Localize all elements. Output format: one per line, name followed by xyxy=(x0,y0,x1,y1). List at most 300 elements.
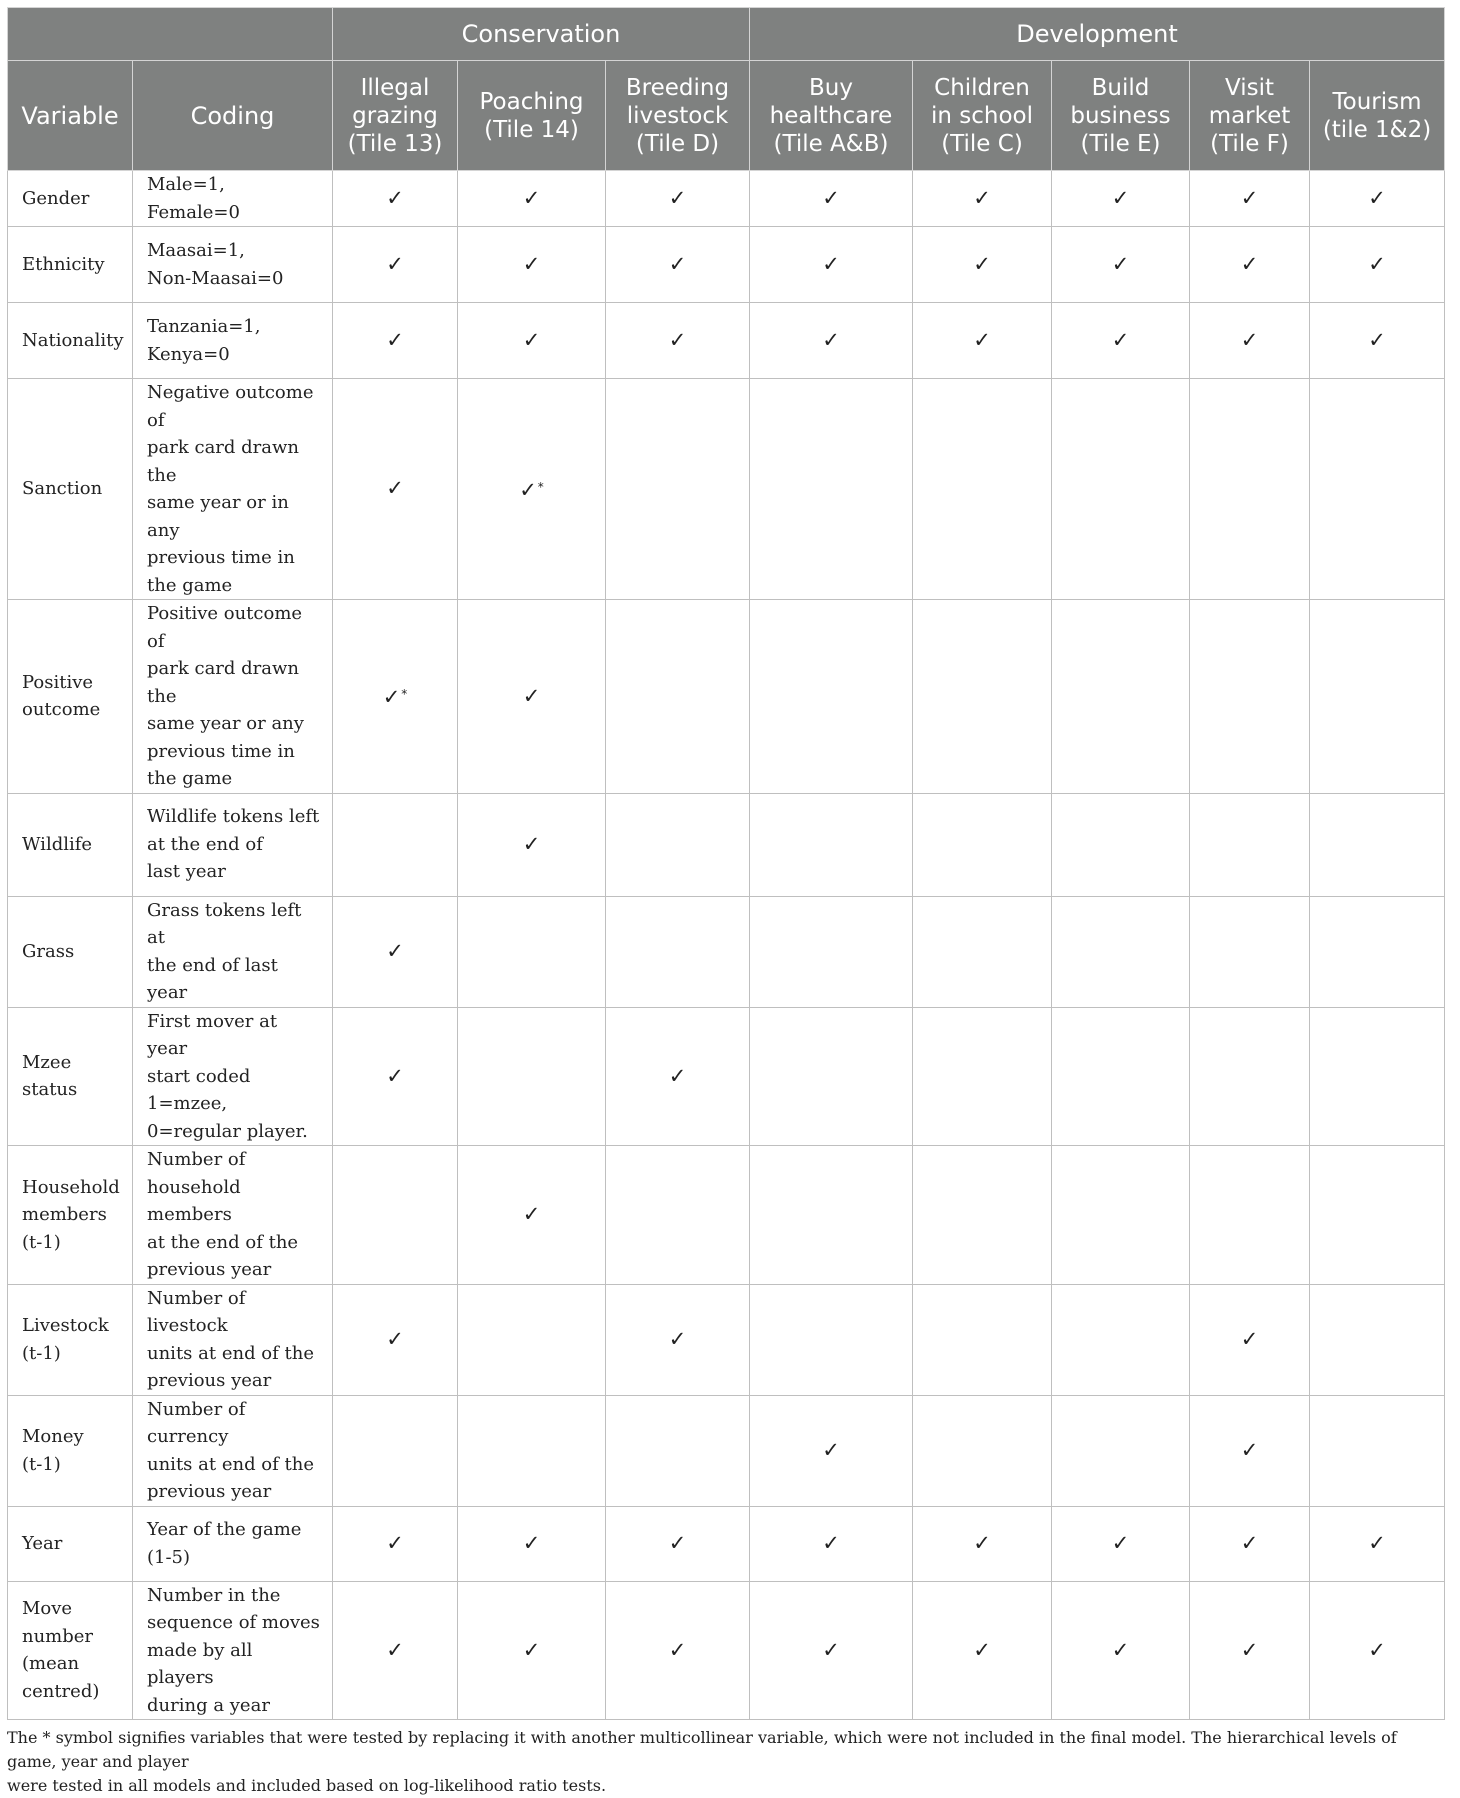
table-container xyxy=(7,7,1444,1798)
group-header-conservation: Conservation xyxy=(333,8,750,61)
coding-line: the game xyxy=(147,574,233,596)
checkmark-icon: ✓ xyxy=(822,1437,840,1462)
check-cell xyxy=(913,600,1052,794)
column-header-line: Illegal xyxy=(360,74,430,101)
check-cell xyxy=(913,1007,1052,1146)
checkmark-icon: ✓ xyxy=(1111,185,1130,210)
table-row xyxy=(8,896,1445,1007)
coding-line: previous year xyxy=(147,1481,272,1502)
check-cell xyxy=(1310,600,1445,794)
coding-line: park card drawn the xyxy=(147,658,300,707)
check-cell xyxy=(458,379,606,600)
checkmark-icon: ✓ xyxy=(973,251,991,276)
column-header-illegal-grazing xyxy=(333,61,458,171)
coding-line: the end of last year xyxy=(147,954,278,1003)
column-header-line: Children xyxy=(934,74,1030,101)
coding-cell xyxy=(133,1007,333,1146)
column-header-line: (Tile A&B) xyxy=(773,130,889,157)
check-cell xyxy=(458,1284,606,1395)
checkmark-icon: ✓ xyxy=(522,251,541,276)
check-cell xyxy=(913,896,1052,1007)
coding-line: made by all players xyxy=(147,1639,253,1688)
column-header-line: grazing xyxy=(352,102,438,129)
check-cell xyxy=(458,600,606,794)
coding-cell xyxy=(133,1581,333,1720)
check-cell xyxy=(1310,379,1445,600)
checkmark-icon: ✓ xyxy=(668,327,687,352)
coding-line: start coded 1=mzee, xyxy=(147,1065,251,1114)
check-cell xyxy=(458,793,606,896)
column-header-coding: Coding xyxy=(133,61,333,171)
check-cell xyxy=(606,1146,750,1285)
checkmark-icon: ✓ xyxy=(1111,327,1130,352)
check-cell xyxy=(606,1284,750,1395)
coding-line: Wildlife tokens left xyxy=(147,806,320,828)
check-cell xyxy=(606,1395,750,1506)
coding-cell xyxy=(133,303,333,379)
check-cell xyxy=(750,793,913,896)
variable-line: Gender xyxy=(22,187,90,209)
check-cell xyxy=(1310,896,1445,1007)
coding-line: Non-Maasai=0 xyxy=(147,267,284,289)
checkmark-icon: ✓ xyxy=(386,185,404,210)
table-row xyxy=(8,793,1445,896)
column-header-variable: Variable xyxy=(8,61,133,171)
table-row xyxy=(8,227,1445,303)
check-cell xyxy=(913,227,1052,303)
checkmark-icon: ✓ xyxy=(1240,251,1259,276)
column-header-poaching xyxy=(458,61,606,171)
column-header-row xyxy=(8,61,1445,171)
checkmark-icon: ✓ xyxy=(1368,251,1386,276)
table-row xyxy=(8,171,1445,227)
coding-line: Number in the xyxy=(147,1584,281,1606)
check-cell xyxy=(1190,1284,1310,1395)
table-row xyxy=(8,1506,1445,1581)
checkmark-icon: ✓ xyxy=(1240,1530,1259,1555)
check-cell xyxy=(1190,1007,1310,1146)
checkmark-icon: ✓ xyxy=(668,1326,687,1351)
checkmark-icon: ✓ xyxy=(522,683,541,708)
variable-cell xyxy=(8,1284,133,1395)
check-cell xyxy=(458,1395,606,1506)
check-cell xyxy=(913,1395,1052,1506)
check-cell xyxy=(1052,1581,1190,1720)
check-cell xyxy=(913,1506,1052,1581)
coding-line: previous time in xyxy=(147,740,295,762)
variable-line: (t-1) xyxy=(22,1453,61,1475)
checkmark-icon: ✓ xyxy=(822,251,840,276)
column-header-line: Breeding xyxy=(625,74,730,101)
check-cell xyxy=(1310,1146,1445,1285)
coding-cell xyxy=(133,379,333,600)
check-cell xyxy=(913,793,1052,896)
coding-line: Tanzania=1, xyxy=(147,316,261,337)
check-cell xyxy=(1052,303,1190,379)
check-cell xyxy=(458,1146,606,1285)
variable-cell xyxy=(8,227,133,303)
check-cell xyxy=(1190,600,1310,794)
check-cell xyxy=(1052,1146,1190,1285)
variable-line: Livestock xyxy=(22,1315,109,1336)
column-header-build-business xyxy=(1052,61,1190,171)
table-row xyxy=(8,303,1445,379)
coding-line: First mover at year xyxy=(147,1010,278,1059)
coding-line: Male=1, Female=0 xyxy=(147,174,240,223)
check-cell xyxy=(750,1581,913,1720)
coding-cell xyxy=(133,1146,333,1285)
table-row xyxy=(8,1284,1445,1395)
checkmark-icon: ✓ xyxy=(522,1637,541,1662)
check-cell xyxy=(1190,1146,1310,1285)
group-header-blank xyxy=(8,8,333,61)
check-cell xyxy=(606,171,750,227)
column-header-children-in-school xyxy=(913,61,1052,171)
coding-line: at the end of the xyxy=(147,1231,299,1253)
checkmark-icon: ✓ xyxy=(1240,327,1259,352)
check-cell xyxy=(333,227,458,303)
column-header-line: healthcare xyxy=(769,102,893,129)
checkmark-icon: ✓ xyxy=(1368,1530,1386,1555)
table-row xyxy=(8,1395,1445,1506)
checkmark-icon: ✓ xyxy=(522,831,541,856)
variable-line: Year xyxy=(22,1532,63,1554)
check-cell xyxy=(1190,1506,1310,1581)
check-cell xyxy=(606,896,750,1007)
coding-line: Maasai=1, xyxy=(147,240,245,261)
variable-cell xyxy=(8,600,133,794)
checkmark-icon: ✓ xyxy=(822,327,840,352)
variable-cell xyxy=(8,1007,133,1146)
check-cell xyxy=(1052,1506,1190,1581)
column-header-line: market xyxy=(1208,102,1291,129)
check-cell xyxy=(333,1506,458,1581)
column-header-line: Poaching xyxy=(479,88,584,115)
checkmark-icon: ✓ xyxy=(1368,185,1386,210)
check-cell xyxy=(333,1284,458,1395)
coding-line: units at end of the xyxy=(147,1342,315,1364)
check-cell xyxy=(750,171,913,227)
table-footnote xyxy=(7,1726,1444,1798)
variable-line: Money xyxy=(22,1426,84,1447)
check-cell xyxy=(1190,1395,1310,1506)
check-cell xyxy=(606,1007,750,1146)
column-header-line: in school xyxy=(930,102,1034,129)
check-cell xyxy=(1190,896,1310,1007)
checkmark-icon: ✓ xyxy=(519,477,537,502)
coding-line: Number of livestock xyxy=(147,1287,246,1336)
checkmark-icon: ✓ xyxy=(822,1637,840,1662)
check-cell xyxy=(1310,1581,1445,1720)
column-header-buy-healthcare xyxy=(750,61,913,171)
check-cell xyxy=(333,1581,458,1720)
variable-line: (mean xyxy=(22,1653,80,1675)
variable-cell xyxy=(8,171,133,227)
check-cell xyxy=(913,1581,1052,1720)
variable-line: (t-1) xyxy=(22,1231,61,1253)
checkmark-icon: ✓ xyxy=(668,1063,687,1088)
check-cell xyxy=(333,379,458,600)
column-header-line: business xyxy=(1070,102,1171,129)
variable-line: Mzee status xyxy=(22,1051,78,1101)
checkmark-icon: ✓ xyxy=(522,1530,541,1555)
variable-line: members xyxy=(22,1204,107,1225)
check-cell xyxy=(1190,171,1310,227)
checkmark-icon: ✓ xyxy=(1111,251,1130,276)
check-cell xyxy=(750,303,913,379)
check-cell xyxy=(1052,896,1190,1007)
coding-line: Kenya=0 xyxy=(147,343,230,365)
check-cell xyxy=(750,1284,913,1395)
checkmark-icon: ✓ xyxy=(822,1530,840,1555)
variable-line: number xyxy=(22,1625,94,1647)
check-cell xyxy=(913,303,1052,379)
coding-cell xyxy=(133,896,333,1007)
check-cell xyxy=(333,1007,458,1146)
variable-line: Nationality xyxy=(22,329,124,351)
check-cell xyxy=(606,303,750,379)
variable-cell xyxy=(8,1395,133,1506)
check-cell xyxy=(458,303,606,379)
asterisk-marker: * xyxy=(537,479,544,494)
check-cell xyxy=(458,1581,606,1720)
check-cell xyxy=(1310,1284,1445,1395)
checkmark-icon: ✓ xyxy=(668,1637,687,1662)
check-cell xyxy=(750,1007,913,1146)
variable-line: Wildlife xyxy=(22,833,93,855)
column-header-line: (Tile 13) xyxy=(347,130,443,157)
check-cell xyxy=(1052,1395,1190,1506)
table-row xyxy=(8,379,1445,600)
checkmark-icon: ✓ xyxy=(1240,1437,1259,1462)
check-cell xyxy=(333,1395,458,1506)
checkmark-icon: ✓ xyxy=(1240,1326,1259,1351)
coding-line: same year or any xyxy=(147,713,304,734)
check-cell xyxy=(750,1146,913,1285)
coding-cell xyxy=(133,793,333,896)
column-header-line: (Tile C) xyxy=(941,130,1023,157)
checkmark-icon: ✓ xyxy=(382,685,401,709)
check-cell xyxy=(458,1007,606,1146)
check-cell xyxy=(1190,793,1310,896)
coding-line: during a year xyxy=(147,1694,270,1716)
checkmark-icon: ✓ xyxy=(386,1637,404,1662)
checkmark-icon: ✓ xyxy=(668,251,687,276)
check-cell xyxy=(1310,227,1445,303)
check-cell xyxy=(750,379,913,600)
checkmark-icon: ✓ xyxy=(1368,327,1386,352)
check-cell xyxy=(606,227,750,303)
coding-line: sequence of moves xyxy=(147,1612,320,1633)
checkmark-icon: ✓ xyxy=(386,251,404,276)
column-header-visit-market xyxy=(1190,61,1310,171)
check-cell xyxy=(1052,379,1190,600)
column-header-tourism xyxy=(1310,61,1445,171)
variable-line: centred) xyxy=(22,1680,100,1702)
coding-line: Number of xyxy=(147,1149,246,1170)
check-cell xyxy=(1052,600,1190,794)
column-header-line: (Tile F) xyxy=(1210,130,1289,157)
check-cell xyxy=(750,1506,913,1581)
check-cell xyxy=(1052,1007,1190,1146)
check-cell xyxy=(1310,1007,1445,1146)
check-cell xyxy=(333,600,458,794)
coding-line: (1-5) xyxy=(147,1546,191,1568)
check-cell xyxy=(333,171,458,227)
checkmark-icon: ✓ xyxy=(1368,1637,1386,1662)
check-cell xyxy=(606,1581,750,1720)
variable-cell xyxy=(8,1506,133,1581)
checkmark-icon: ✓ xyxy=(822,185,840,210)
column-header-line: (Tile 14) xyxy=(484,116,579,143)
variable-cell xyxy=(8,896,133,1007)
coding-cell xyxy=(133,1395,333,1506)
checkmark-icon: ✓ xyxy=(386,1530,404,1555)
checkmark-icon: ✓ xyxy=(1111,1637,1130,1662)
coding-line: units at end of the xyxy=(147,1453,315,1475)
variable-cell xyxy=(8,1146,133,1285)
coding-line: Number of currency xyxy=(147,1398,246,1447)
column-header-line: (tile 1&2) xyxy=(1322,116,1432,143)
column-header-breeding-livestock xyxy=(606,61,750,171)
check-cell xyxy=(750,600,913,794)
check-cell xyxy=(913,1284,1052,1395)
check-cell xyxy=(333,1146,458,1285)
asterisk-marker: * xyxy=(401,687,408,701)
variable-cell xyxy=(8,303,133,379)
checkmark-icon: ✓ xyxy=(386,1063,404,1088)
column-header-line: Build xyxy=(1091,74,1150,101)
coding-line: Positive outcome of xyxy=(147,603,303,652)
variable-line: Sanction xyxy=(22,478,103,500)
coding-line: Grass tokens left at xyxy=(147,899,302,948)
column-header-line: Buy xyxy=(809,74,853,101)
variable-line: Grass xyxy=(22,940,75,962)
checkmark-icon: ✓ xyxy=(386,938,404,963)
table-body xyxy=(8,171,1445,1720)
coding-line: previous year xyxy=(147,1259,272,1280)
coding-line: previous year xyxy=(147,1370,272,1391)
check-cell xyxy=(1052,227,1190,303)
check-cell xyxy=(913,379,1052,600)
footnote-line: were tested in all models and included based on log-likelihood ratio tests. xyxy=(7,1776,607,1795)
variable-cell xyxy=(8,793,133,896)
check-cell xyxy=(1190,227,1310,303)
check-cell xyxy=(458,227,606,303)
checkmark-icon: ✓ xyxy=(522,1202,541,1226)
variable-line: Move xyxy=(22,1598,73,1620)
variables-table xyxy=(7,7,1445,1720)
check-cell xyxy=(750,1395,913,1506)
checkmark-icon: ✓ xyxy=(386,1326,404,1351)
coding-cell xyxy=(133,1284,333,1395)
check-cell xyxy=(1310,171,1445,227)
check-cell xyxy=(458,896,606,1007)
checkmark-icon: ✓ xyxy=(1240,185,1259,210)
variable-line: (t-1) xyxy=(22,1342,61,1364)
coding-cell xyxy=(133,227,333,303)
checkmark-icon: ✓ xyxy=(386,327,404,352)
group-header-row xyxy=(8,8,1445,61)
check-cell xyxy=(913,171,1052,227)
checkmark-icon: ✓ xyxy=(973,1530,991,1555)
check-cell xyxy=(1190,1581,1310,1720)
check-cell xyxy=(606,793,750,896)
column-header-line: (Tile D) xyxy=(635,130,720,157)
checkmark-icon: ✓ xyxy=(1240,1637,1259,1662)
check-cell xyxy=(1052,171,1190,227)
check-cell xyxy=(333,793,458,896)
coding-line: same year or in any xyxy=(147,492,289,541)
table-row xyxy=(8,600,1445,794)
check-cell xyxy=(750,896,913,1007)
coding-line: at the end of xyxy=(147,833,263,855)
coding-cell xyxy=(133,1506,333,1581)
table-row xyxy=(8,1581,1445,1720)
checkmark-icon: ✓ xyxy=(973,327,991,352)
checkmark-icon: ✓ xyxy=(973,185,991,210)
coding-cell xyxy=(133,600,333,794)
checkmark-icon: ✓ xyxy=(386,476,404,501)
check-cell xyxy=(913,1146,1052,1285)
check-cell xyxy=(1052,1284,1190,1395)
check-cell xyxy=(1310,1506,1445,1581)
variable-cell xyxy=(8,379,133,600)
variable-cell xyxy=(8,1581,133,1720)
coding-line: Year of the game xyxy=(147,1519,302,1540)
checkmark-icon: ✓ xyxy=(668,185,687,210)
check-cell xyxy=(1310,793,1445,896)
group-header-development: Development xyxy=(750,8,1445,61)
variable-line: Household xyxy=(22,1176,120,1198)
checkmark-icon: ✓ xyxy=(973,1637,991,1662)
check-cell xyxy=(1310,303,1445,379)
column-header-line: livestock xyxy=(626,102,729,129)
coding-line: household members xyxy=(147,1176,241,1225)
column-header-line: (Tile E) xyxy=(1080,130,1161,157)
check-cell xyxy=(458,171,606,227)
variable-line: outcome xyxy=(22,699,101,721)
table-row xyxy=(8,1146,1445,1285)
check-cell xyxy=(1190,379,1310,600)
table-row xyxy=(8,1007,1445,1146)
coding-line: park card drawn the xyxy=(147,437,300,486)
check-cell xyxy=(333,303,458,379)
check-cell xyxy=(606,379,750,600)
column-header-line: Visit xyxy=(1224,74,1274,101)
checkmark-icon: ✓ xyxy=(1111,1530,1130,1555)
coding-line: previous time in xyxy=(147,547,295,568)
check-cell xyxy=(606,600,750,794)
check-cell xyxy=(1310,1395,1445,1506)
column-header-line: Tourism xyxy=(1332,88,1422,115)
check-cell xyxy=(333,896,458,1007)
check-cell xyxy=(1052,793,1190,896)
variable-line: Positive xyxy=(22,671,94,693)
coding-line: last year xyxy=(147,861,226,883)
footnote-line: The * symbol signifies variables that were tested by replacing it with another multicollinear variable, which were not included in the final model. The hierarchical levels of game, year and player xyxy=(7,1728,1397,1771)
coding-line: 0=regular player. xyxy=(147,1120,308,1142)
variable-line: Ethnicity xyxy=(22,253,105,275)
checkmark-icon: ✓ xyxy=(522,327,541,352)
checkmark-icon: ✓ xyxy=(522,185,541,210)
check-cell xyxy=(458,1506,606,1581)
check-cell xyxy=(1190,303,1310,379)
check-cell xyxy=(750,227,913,303)
coding-line: Negative outcome of xyxy=(147,382,314,431)
coding-line: the game xyxy=(147,768,233,789)
check-cell xyxy=(606,1506,750,1581)
